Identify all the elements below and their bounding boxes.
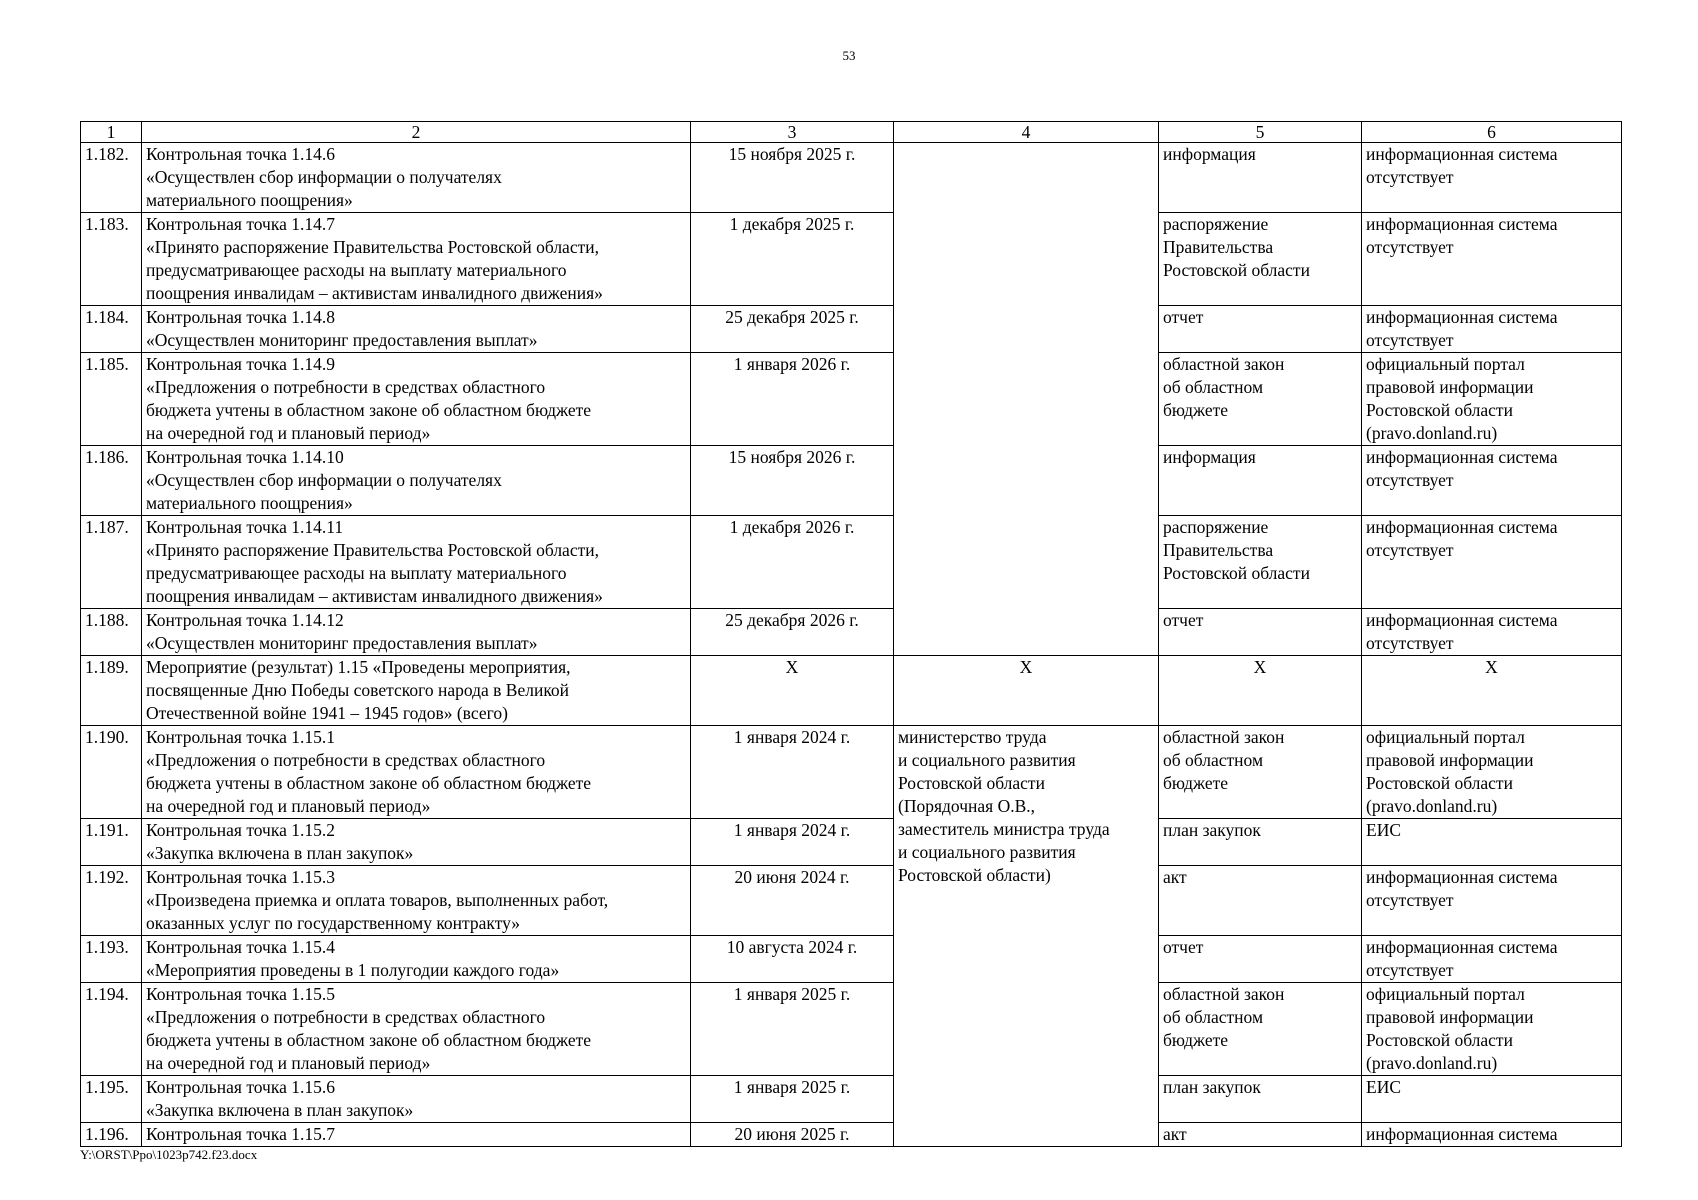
table-row [81, 516, 1622, 609]
row-date: 25 декабря 2026 г. [691, 609, 894, 656]
row-date: 1 января 2025 г. [691, 1076, 894, 1123]
responsible-cell [894, 143, 1159, 656]
row-description: Контрольная точка 1.14.12 «Осуществлен мониторинг предоставления выплат» [142, 609, 691, 656]
row-information-system: информационная система [1362, 1123, 1622, 1147]
row-information-system: X [1362, 656, 1622, 726]
table-row [81, 819, 1622, 866]
row-date: X [691, 656, 894, 726]
row-number: 1.193. [81, 936, 142, 983]
row-date: 1 января 2024 г. [691, 819, 894, 866]
table-row [81, 983, 1622, 1076]
row-date: 1 января 2026 г. [691, 353, 894, 446]
row-number: 1.186. [81, 446, 142, 516]
row-number: 1.188. [81, 609, 142, 656]
control-points-table [80, 121, 1622, 1147]
table-row [81, 306, 1622, 353]
row-description: Контрольная точка 1.15.3 «Произведена приемка и оплата товаров, выполненных работ, оказанных услуг по государственному контракту» [142, 866, 691, 936]
row-number: 1.183. [81, 213, 142, 306]
row-document: X [1159, 656, 1362, 726]
row-number: 1.187. [81, 516, 142, 609]
column-header-4: 4 [894, 122, 1159, 143]
row-number: 1.192. [81, 866, 142, 936]
table-row [81, 446, 1622, 516]
row-information-system: информационная система отсутствует [1362, 936, 1622, 983]
row-information-system: информационная система отсутствует [1362, 446, 1622, 516]
row-information-system: официальный портал правовой информации Ростовской области (pravo.donland.ru) [1362, 353, 1622, 446]
column-header-3: 3 [691, 122, 894, 143]
row-description: Мероприятие (результат) 1.15 «Проведены мероприятия, посвященные Дню Победы советского народа в Великой Отечественной войне 1941 – 1945 годов» (всего) [142, 656, 691, 726]
row-date: 1 декабря 2025 г. [691, 213, 894, 306]
page-number: 53 [842, 48, 856, 63]
table-row [81, 143, 1622, 213]
row-document: информация [1159, 143, 1362, 213]
row-number: 1.184. [81, 306, 142, 353]
row-description: Контрольная точка 1.14.6 «Осуществлен сбор информации о получателях материального поощрения» [142, 143, 691, 213]
row-date: 25 декабря 2025 г. [691, 306, 894, 353]
row-date: 1 января 2025 г. [691, 983, 894, 1076]
row-document: областной закон об областном бюджете [1159, 726, 1362, 819]
row-description: Контрольная точка 1.14.11 «Принято распоряжение Правительства Ростовской области, предусматривающее расходы на выплату материального поощрения инвалидам – активистам инвалидного движения» [142, 516, 691, 609]
row-number: 1.185. [81, 353, 142, 446]
row-information-system: информационная система отсутствует [1362, 516, 1622, 609]
row-description: Контрольная точка 1.14.10 «Осуществлен сбор информации о получателях материального поощрения» [142, 446, 691, 516]
row-information-system: информационная система отсутствует [1362, 609, 1622, 656]
table-row [81, 866, 1622, 936]
row-number: 1.191. [81, 819, 142, 866]
row-information-system: ЕИС [1362, 1076, 1622, 1123]
table-row [81, 726, 1622, 819]
row-date: 15 ноября 2025 г. [691, 143, 894, 213]
row-document: распоряжение Правительства Ростовской области [1159, 516, 1362, 609]
row-information-system: информационная система отсутствует [1362, 306, 1622, 353]
row-document: отчет [1159, 936, 1362, 983]
row-number: 1.194. [81, 983, 142, 1076]
row-document: акт [1159, 866, 1362, 936]
row-information-system: официальный портал правовой информации Ростовской области (pravo.donland.ru) [1362, 726, 1622, 819]
row-description: Контрольная точка 1.15.4 «Мероприятия проведены в 1 полугодии каждого года» [142, 936, 691, 983]
row-number: 1.190. [81, 726, 142, 819]
row-number: 1.196. [81, 1123, 142, 1147]
responsible-cell: министерство труда и социального развития Ростовской области (Порядочная О.В., заместитель министра труда и социального развития Ростовской области) [894, 726, 1159, 1147]
table-row [81, 213, 1622, 306]
row-document: план закупок [1159, 819, 1362, 866]
row-document: отчет [1159, 306, 1362, 353]
row-date: 20 июня 2025 г. [691, 1123, 894, 1147]
row-description: Контрольная точка 1.15.6 «Закупка включена в план закупок» [142, 1076, 691, 1123]
row-document: акт [1159, 1123, 1362, 1147]
row-information-system: информационная система отсутствует [1362, 866, 1622, 936]
row-description: Контрольная точка 1.14.8 «Осуществлен мониторинг предоставления выплат» [142, 306, 691, 353]
column-header-5: 5 [1159, 122, 1362, 143]
row-description: Контрольная точка 1.15.7 [142, 1123, 691, 1147]
column-number-header-row [81, 122, 1622, 143]
table-row [81, 609, 1622, 656]
table-row [81, 1123, 1622, 1147]
row-information-system: информационная система отсутствует [1362, 213, 1622, 306]
file-path-footer: Y:\ORST\Ppo\1023p742.f23.docx [80, 1147, 258, 1162]
row-responsible: X [894, 656, 1159, 726]
table-row [81, 936, 1622, 983]
row-description: Контрольная точка 1.15.2 «Закупка включена в план закупок» [142, 819, 691, 866]
table-row [81, 353, 1622, 446]
row-document: отчет [1159, 609, 1362, 656]
row-document: план закупок [1159, 1076, 1362, 1123]
row-number: 1.182. [81, 143, 142, 213]
row-date: 1 декабря 2026 г. [691, 516, 894, 609]
row-number: 1.189. [81, 656, 142, 726]
row-date: 15 ноября 2026 г. [691, 446, 894, 516]
table-row [81, 656, 1622, 726]
row-information-system: информационная система отсутствует [1362, 143, 1622, 213]
column-header-6: 6 [1362, 122, 1622, 143]
row-description: Контрольная точка 1.14.9 «Предложения о потребности в средствах областного бюджета учтены в областном законе об областном бюджете на очередной год и плановый период» [142, 353, 691, 446]
row-description: Контрольная точка 1.15.1 «Предложения о потребности в средствах областного бюджета учтены в областном законе об областном бюджете на очередной год и плановый период» [142, 726, 691, 819]
row-date: 10 августа 2024 г. [691, 936, 894, 983]
row-description: Контрольная точка 1.15.5 «Предложения о потребности в средствах областного бюджета учтены в областном законе об областном бюджете на очередной год и плановый период» [142, 983, 691, 1076]
table-row [81, 1076, 1622, 1123]
column-header-2: 2 [142, 122, 691, 143]
row-document: областной закон об областном бюджете [1159, 353, 1362, 446]
row-document: областной закон об областном бюджете [1159, 983, 1362, 1076]
row-document: информация [1159, 446, 1362, 516]
row-date: 20 июня 2024 г. [691, 866, 894, 936]
column-header-1: 1 [81, 122, 142, 143]
row-document: распоряжение Правительства Ростовской области [1159, 213, 1362, 306]
row-date: 1 января 2024 г. [691, 726, 894, 819]
row-number: 1.195. [81, 1076, 142, 1123]
row-description: Контрольная точка 1.14.7 «Принято распоряжение Правительства Ростовской области, предусматривающее расходы на выплату материального поощрения инвалидам – активистам инвалидного движения» [142, 213, 691, 306]
row-information-system: ЕИС [1362, 819, 1622, 866]
row-information-system: официальный портал правовой информации Ростовской области (pravo.donland.ru) [1362, 983, 1622, 1076]
